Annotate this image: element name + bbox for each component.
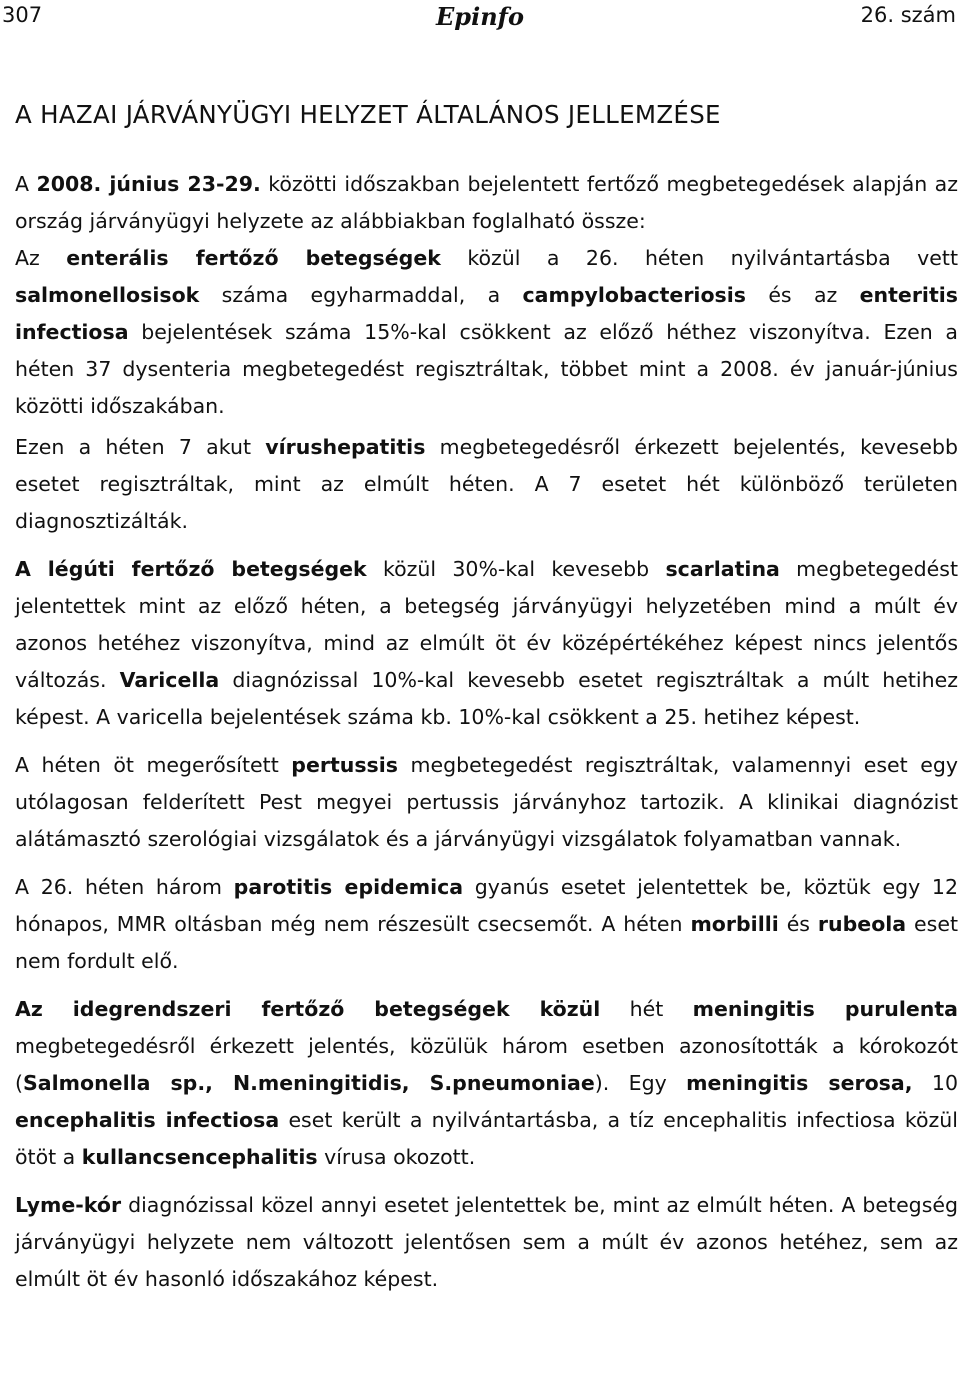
- lyme-paragraph: Lyme-kór diagnózissal közel annyi esetet jelentettek be, mint az elmúlt héten. A betegség járványügyi helyzete nem változott jelentősen sem a múlt év azonos hetéhez, sem az elmúlt öt év hasonló időszakához képest.: [15, 1193, 958, 1291]
- report-body: [15, 100, 958, 1298]
- parotitis-paragraph: A 26. héten három parotitis epidemica gyanús esetet jelentettek be, köztük egy 12 hónapos, MMR oltásban még nem részesült csecsemőt. A héten morbilli és rubeola eset nem fordult elő.: [15, 875, 959, 973]
- page-number: 307: [2, 3, 43, 27]
- epinfo-logo: Epinfo: [436, 2, 524, 31]
- hepatitis-paragraph: Ezen a héten 7 akut vírushepatitis megbetegedésről érkezett bejelentés, kevesebb esetet regisztráltak, mint az elmúlt héten. A 7 esetet hét különböző területen diagnosztizálták.: [15, 435, 958, 533]
- page-title: A HAZAI JÁRVÁNYÜGYI HELYZET ÁLTALÁNOS JELLEMZÉSE: [15, 100, 721, 129]
- neuro-paragraph: Az idegrendszeri fertőző betegségek közül hét meningitis purulenta megbetegedésről érkezett jelentés, közülük három esetben azonosították a kórokozót (Salmonella sp., N.meningitidis, S.pneumoniae). Egy meningitis serosa, 10 encephalitis infectiosa eset került a nyilvántartásba, a tíz encephalitis infectiosa közül ötöt a kullancsencephalitis vírusa okozott.: [15, 997, 958, 1169]
- enteral-paragraph: Az enterális fertőző betegségek közül a 26. héten nyilvántartásba vett salmonellosisok száma egyharmaddal, a campylobacteriosis és az enteritis infectiosa bejelentések száma 15%-kal csökkent az előző héthez viszonyítva. Ezen a héten 37 dysenteria megbetegedést regisztráltak, többet mint a 2008. év január-június közötti időszakában.: [15, 246, 958, 418]
- issue-number: 26. szám: [860, 3, 956, 27]
- pertussis-paragraph: A héten öt megerősített pertussis megbetegedést regisztráltak, valamennyi eset egy utólagosan felderített Pest megyei pertussis járványhoz tartozik. A klinikai diagnózist alátámasztó szerológiai vizsgálatok és a járványügyi vizsgálatok folyamatban vannak.: [15, 753, 958, 851]
- page-header: [0, 0, 960, 40]
- intro-paragraph: A 2008. június 23-29. közötti időszakban bejelentett fertőző megbetegedések alapján az ország járványügyi helyzete az alábbiakban foglalható össze:: [15, 172, 958, 233]
- respiratory-paragraph: A légúti fertőző betegségek közül 30%-kal kevesebb scarlatina megbetegedést jelentettek mint az előző héten, a betegség járványügyi helyzetében mind a múlt év azonos hetéhez viszonyítva, mind az elmúlt öt év középértékéhez képest nincs jelentős változás. Varicella diagnózissal 10%-kal kevesebb esetet regisztráltak a múlt hetihez képest. A varicella bejelentések száma kb. 10%-kal csökkent a 25. hetihez képest.: [15, 557, 959, 729]
